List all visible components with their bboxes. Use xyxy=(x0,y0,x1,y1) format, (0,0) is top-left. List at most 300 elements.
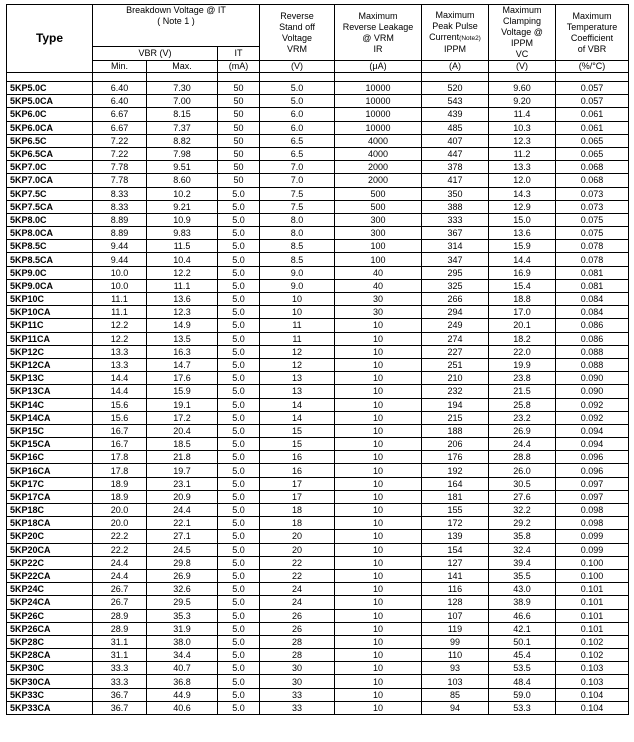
cell-vbr-max: 7.37 xyxy=(147,121,218,134)
table-row xyxy=(7,266,629,279)
cell-vbr-max: 13.5 xyxy=(147,332,218,345)
leak-line1: Maximum xyxy=(358,10,398,21)
table-row xyxy=(7,332,629,345)
cell-ippm: 85 xyxy=(422,688,489,701)
cell-vbr-min: 8.33 xyxy=(93,200,147,213)
cell-type: 5KP20CA xyxy=(7,543,93,556)
cell-vbr-min: 11.1 xyxy=(93,293,147,306)
cell-ippm: 232 xyxy=(422,385,489,398)
cell-ir: 10 xyxy=(335,543,422,556)
cell-it: 5.0 xyxy=(218,569,260,582)
cell-vc: 11.2 xyxy=(489,147,556,160)
cell-type: 5KP16C xyxy=(7,451,93,464)
cell-vc: 16.9 xyxy=(489,266,556,279)
cell-vbr-max: 17.2 xyxy=(147,411,218,424)
cell-vc: 18.8 xyxy=(489,293,556,306)
cell-vbr-min: 20.0 xyxy=(93,504,147,517)
table-row xyxy=(7,556,629,569)
cell-vbr-max: 14.9 xyxy=(147,319,218,332)
cell-type: 5KP8.5C xyxy=(7,240,93,253)
cell-ippm: 347 xyxy=(422,253,489,266)
cell-vbr-max: 12.2 xyxy=(147,266,218,279)
cell-ippm: 417 xyxy=(422,174,489,187)
cell-vc: 38.9 xyxy=(489,596,556,609)
cell-vc: 20.1 xyxy=(489,319,556,332)
cell-ir: 10 xyxy=(335,345,422,358)
cell-temp-coeff: 0.081 xyxy=(556,266,629,279)
clamp-line3: Voltage @ IPPM xyxy=(501,27,543,48)
standoff-line3: Voltage xyxy=(282,32,313,43)
cell-temp-coeff: 0.099 xyxy=(556,543,629,556)
cell-vc: 26.9 xyxy=(489,424,556,437)
cell-it: 5.0 xyxy=(218,662,260,675)
cell-vbr-min: 33.3 xyxy=(93,675,147,688)
peak-note: (Note2) xyxy=(459,35,481,42)
cell-it: 50 xyxy=(218,174,260,187)
cell-ippm: 172 xyxy=(422,517,489,530)
cell-vbr-max: 24.4 xyxy=(147,504,218,517)
cell-ir: 30 xyxy=(335,293,422,306)
cell-ippm: 210 xyxy=(422,372,489,385)
cell-type: 5KP18C xyxy=(7,504,93,517)
cell-it: 50 xyxy=(218,108,260,121)
cell-ippm: 103 xyxy=(422,675,489,688)
cell-type: 5KP17CA xyxy=(7,490,93,503)
cell-ippm: 116 xyxy=(422,583,489,596)
breakdown-note: ( Note 1 ) xyxy=(157,16,195,26)
cell-ir: 10 xyxy=(335,530,422,543)
leak-unit: (μA) xyxy=(335,61,422,73)
cell-it: 5.0 xyxy=(218,372,260,385)
cell-ir: 10 xyxy=(335,662,422,675)
cell-type: 5KP6.0CA xyxy=(7,121,93,134)
cell-ippm: 314 xyxy=(422,240,489,253)
cell-vbr-min: 26.7 xyxy=(93,596,147,609)
cell-ir: 10 xyxy=(335,319,422,332)
cell-vrm: 6.5 xyxy=(260,147,335,160)
cell-vbr-min: 24.4 xyxy=(93,556,147,569)
cell-ippm: 155 xyxy=(422,504,489,517)
cell-vbr-max: 20.9 xyxy=(147,490,218,503)
cell-it: 5.0 xyxy=(218,306,260,319)
table-header xyxy=(7,5,629,82)
cell-vbr-min: 14.4 xyxy=(93,372,147,385)
reverse-leakage-header xyxy=(335,5,422,61)
table-row xyxy=(7,424,629,437)
cell-vbr-min: 12.2 xyxy=(93,319,147,332)
table-row xyxy=(7,306,629,319)
cell-type: 5KP14C xyxy=(7,398,93,411)
cell-temp-coeff: 0.104 xyxy=(556,688,629,701)
cell-vbr-min: 6.67 xyxy=(93,121,147,134)
cell-it: 5.0 xyxy=(218,688,260,701)
cell-type: 5KP7.5CA xyxy=(7,200,93,213)
cell-it: 50 xyxy=(218,147,260,160)
cell-vc: 12.3 xyxy=(489,134,556,147)
cell-type: 5KP12CA xyxy=(7,358,93,371)
table-row xyxy=(7,583,629,596)
cell-vrm: 5.0 xyxy=(260,95,335,108)
cell-vrm: 24 xyxy=(260,596,335,609)
cell-vrm: 14 xyxy=(260,411,335,424)
cell-vbr-max: 22.1 xyxy=(147,517,218,530)
cell-ippm: 251 xyxy=(422,358,489,371)
cell-vbr-max: 27.1 xyxy=(147,530,218,543)
cell-ippm: 188 xyxy=(422,424,489,437)
cell-ir: 10 xyxy=(335,569,422,582)
cell-vbr-min: 17.8 xyxy=(93,451,147,464)
cell-it: 5.0 xyxy=(218,253,260,266)
cell-it: 5.0 xyxy=(218,477,260,490)
cell-vc: 42.1 xyxy=(489,622,556,635)
cell-temp-coeff: 0.092 xyxy=(556,398,629,411)
cell-temp-coeff: 0.090 xyxy=(556,385,629,398)
table-row xyxy=(7,147,629,160)
cell-vc: 14.4 xyxy=(489,253,556,266)
cell-vrm: 28 xyxy=(260,649,335,662)
cell-ir: 10 xyxy=(335,451,422,464)
cell-it: 5.0 xyxy=(218,556,260,569)
standoff-unit: (V) xyxy=(260,61,335,73)
cell-temp-coeff: 0.068 xyxy=(556,174,629,187)
cell-temp-coeff: 0.061 xyxy=(556,108,629,121)
cell-vbr-min: 17.8 xyxy=(93,464,147,477)
cell-vc: 15.4 xyxy=(489,279,556,292)
cell-ir: 10000 xyxy=(335,95,422,108)
it-unit: (mA) xyxy=(218,61,260,73)
cell-ippm: 249 xyxy=(422,319,489,332)
table-row xyxy=(7,134,629,147)
cell-vc: 25.8 xyxy=(489,398,556,411)
cell-type: 5KP22C xyxy=(7,556,93,569)
table-row xyxy=(7,398,629,411)
cell-vbr-max: 29.5 xyxy=(147,596,218,609)
cell-vbr-max: 8.82 xyxy=(147,134,218,147)
peak-line3: Current xyxy=(429,32,460,42)
cell-ippm: 107 xyxy=(422,609,489,622)
cell-it: 5.0 xyxy=(218,438,260,451)
cell-vc: 32.2 xyxy=(489,504,556,517)
cell-type: 5KP33C xyxy=(7,688,93,701)
cell-ippm: 325 xyxy=(422,279,489,292)
vbr-header: VBR (V) xyxy=(93,47,218,61)
cell-vc: 46.6 xyxy=(489,609,556,622)
cell-ippm: 543 xyxy=(422,95,489,108)
temp-line3: Coefficient xyxy=(570,32,614,43)
cell-temp-coeff: 0.102 xyxy=(556,649,629,662)
cell-it: 5.0 xyxy=(218,635,260,648)
cell-ir: 10 xyxy=(335,556,422,569)
cell-vbr-max: 11.1 xyxy=(147,279,218,292)
cell-type: 5KP11CA xyxy=(7,332,93,345)
cell-vrm: 30 xyxy=(260,662,335,675)
temp-line4: of VBR xyxy=(577,43,607,54)
cell-ir: 10 xyxy=(335,398,422,411)
cell-temp-coeff: 0.100 xyxy=(556,556,629,569)
standoff-symbol: VRM xyxy=(287,43,308,54)
cell-it: 5.0 xyxy=(218,517,260,530)
cell-vbr-min: 12.2 xyxy=(93,332,147,345)
cell-ir: 10 xyxy=(335,424,422,437)
cell-vc: 29.2 xyxy=(489,517,556,530)
cell-type: 5KP13CA xyxy=(7,385,93,398)
cell-temp-coeff: 0.086 xyxy=(556,319,629,332)
cell-ir: 10 xyxy=(335,332,422,345)
table-row xyxy=(7,385,629,398)
cell-temp-coeff: 0.084 xyxy=(556,306,629,319)
spec-sheet xyxy=(6,4,628,715)
cell-ippm: 439 xyxy=(422,108,489,121)
cell-vc: 50.1 xyxy=(489,635,556,648)
cell-ir: 40 xyxy=(335,279,422,292)
cell-vc: 28.8 xyxy=(489,451,556,464)
cell-vc: 24.4 xyxy=(489,438,556,451)
cell-type: 5KP12C xyxy=(7,345,93,358)
cell-type: 5KP8.0C xyxy=(7,213,93,226)
cell-temp-coeff: 0.088 xyxy=(556,345,629,358)
cell-vbr-max: 24.5 xyxy=(147,543,218,556)
cell-vrm: 12 xyxy=(260,345,335,358)
cell-vbr-max: 7.00 xyxy=(147,95,218,108)
cell-ir: 10 xyxy=(335,438,422,451)
cell-vbr-max: 10.4 xyxy=(147,253,218,266)
cell-ir: 500 xyxy=(335,187,422,200)
cell-vc: 27.6 xyxy=(489,490,556,503)
cell-type: 5KP6.0C xyxy=(7,108,93,121)
cell-vbr-min: 16.7 xyxy=(93,438,147,451)
cell-ir: 10 xyxy=(335,635,422,648)
cell-vc: 23.8 xyxy=(489,372,556,385)
table-row xyxy=(7,569,629,582)
cell-vbr-min: 18.9 xyxy=(93,477,147,490)
table-row xyxy=(7,358,629,371)
cell-vc: 13.3 xyxy=(489,161,556,174)
standoff-line2: Stand off xyxy=(279,21,315,32)
cell-ippm: 367 xyxy=(422,227,489,240)
cell-ippm: 333 xyxy=(422,213,489,226)
cell-vbr-min: 7.78 xyxy=(93,161,147,174)
cell-vrm: 33 xyxy=(260,688,335,701)
cell-temp-coeff: 0.078 xyxy=(556,240,629,253)
cell-vrm: 7.5 xyxy=(260,187,335,200)
peak-unit: (A) xyxy=(422,61,489,73)
cell-temp-coeff: 0.088 xyxy=(556,358,629,371)
temp-line2: Temperature xyxy=(566,21,618,32)
table-row xyxy=(7,701,629,714)
cell-vbr-max: 11.5 xyxy=(147,240,218,253)
cell-temp-coeff: 0.057 xyxy=(556,95,629,108)
cell-vbr-min: 24.4 xyxy=(93,569,147,582)
table-row xyxy=(7,609,629,622)
cell-vc: 53.3 xyxy=(489,701,556,714)
cell-ippm: 176 xyxy=(422,451,489,464)
table-row xyxy=(7,108,629,121)
cell-it: 5.0 xyxy=(218,319,260,332)
cell-it: 5.0 xyxy=(218,398,260,411)
cell-type: 5KP7.0CA xyxy=(7,174,93,187)
cell-vbr-max: 15.9 xyxy=(147,385,218,398)
cell-temp-coeff: 0.094 xyxy=(556,424,629,437)
type-header: Type xyxy=(7,5,93,73)
cell-vbr-min: 8.89 xyxy=(93,227,147,240)
table-row xyxy=(7,121,629,134)
cell-type: 5KP26CA xyxy=(7,622,93,635)
cell-vbr-max: 13.6 xyxy=(147,293,218,306)
cell-vbr-max: 9.21 xyxy=(147,200,218,213)
cell-vrm: 33 xyxy=(260,701,335,714)
cell-temp-coeff: 0.061 xyxy=(556,121,629,134)
cell-vbr-min: 8.89 xyxy=(93,213,147,226)
cell-it: 5.0 xyxy=(218,543,260,556)
clamp-line2: Clamping xyxy=(503,16,542,26)
cell-vc: 53.5 xyxy=(489,662,556,675)
cell-vbr-max: 40.6 xyxy=(147,701,218,714)
cell-it: 5.0 xyxy=(218,266,260,279)
table-row xyxy=(7,635,629,648)
cell-vrm: 15 xyxy=(260,438,335,451)
table-row xyxy=(7,649,629,662)
cell-vbr-min: 22.2 xyxy=(93,543,147,556)
table-row xyxy=(7,293,629,306)
cell-ippm: 215 xyxy=(422,411,489,424)
cell-vbr-max: 8.60 xyxy=(147,174,218,187)
cell-ippm: 447 xyxy=(422,147,489,160)
clamp-symbol: VC xyxy=(515,49,529,59)
cell-ir: 4000 xyxy=(335,134,422,147)
cell-temp-coeff: 0.097 xyxy=(556,477,629,490)
clamp-line1: Maximum xyxy=(502,5,542,15)
cell-vbr-min: 26.7 xyxy=(93,583,147,596)
temp-line1: Maximum xyxy=(572,10,612,21)
cell-temp-coeff: 0.073 xyxy=(556,200,629,213)
cell-vbr-max: 10.2 xyxy=(147,187,218,200)
cell-vbr-min: 33.3 xyxy=(93,662,147,675)
cell-vbr-min: 28.9 xyxy=(93,609,147,622)
cell-ippm: 139 xyxy=(422,530,489,543)
cell-it: 5.0 xyxy=(218,293,260,306)
cell-it: 5.0 xyxy=(218,609,260,622)
cell-temp-coeff: 0.081 xyxy=(556,279,629,292)
table-row xyxy=(7,438,629,451)
cell-ippm: 127 xyxy=(422,556,489,569)
cell-temp-coeff: 0.098 xyxy=(556,504,629,517)
cell-it: 50 xyxy=(218,121,260,134)
peak-pulse-current-header xyxy=(422,5,489,61)
table-row xyxy=(7,411,629,424)
cell-vrm: 11 xyxy=(260,319,335,332)
cell-temp-coeff: 0.097 xyxy=(556,490,629,503)
cell-ippm: 206 xyxy=(422,438,489,451)
cell-vrm: 18 xyxy=(260,517,335,530)
cell-it: 5.0 xyxy=(218,424,260,437)
cell-vrm: 30 xyxy=(260,675,335,688)
cell-it: 5.0 xyxy=(218,464,260,477)
cell-vrm: 9.0 xyxy=(260,266,335,279)
cell-vrm: 28 xyxy=(260,635,335,648)
cell-vbr-min: 16.7 xyxy=(93,424,147,437)
cell-type: 5KP7.0C xyxy=(7,161,93,174)
table-row xyxy=(7,464,629,477)
cell-vbr-min: 7.78 xyxy=(93,174,147,187)
cell-ir: 10 xyxy=(335,675,422,688)
cell-it: 5.0 xyxy=(218,622,260,635)
cell-temp-coeff: 0.101 xyxy=(556,583,629,596)
cell-ir: 2000 xyxy=(335,161,422,174)
table-row xyxy=(7,227,629,240)
cell-type: 5KP11C xyxy=(7,319,93,332)
cell-type: 5KP13C xyxy=(7,372,93,385)
cell-it: 5.0 xyxy=(218,385,260,398)
cell-type: 5KP6.5C xyxy=(7,134,93,147)
cell-it: 50 xyxy=(218,161,260,174)
cell-vbr-min: 8.33 xyxy=(93,187,147,200)
cell-vbr-min: 14.4 xyxy=(93,385,147,398)
cell-vbr-min: 36.7 xyxy=(93,688,147,701)
cell-vbr-min: 15.6 xyxy=(93,398,147,411)
cell-vc: 30.5 xyxy=(489,477,556,490)
cell-vrm: 17 xyxy=(260,477,335,490)
cell-vrm: 6.0 xyxy=(260,121,335,134)
cell-vbr-max: 32.6 xyxy=(147,583,218,596)
peak-symbol: IPPM xyxy=(444,44,467,54)
cell-type: 5KP10CA xyxy=(7,306,93,319)
cell-temp-coeff: 0.098 xyxy=(556,517,629,530)
cell-vc: 14.3 xyxy=(489,187,556,200)
table-row xyxy=(7,675,629,688)
cell-ir: 10 xyxy=(335,609,422,622)
cell-type: 5KP8.5CA xyxy=(7,253,93,266)
cell-type: 5KP22CA xyxy=(7,569,93,582)
cell-type: 5KP10C xyxy=(7,293,93,306)
cell-ippm: 164 xyxy=(422,477,489,490)
leak-symbol: IR xyxy=(373,43,383,54)
cell-ippm: 93 xyxy=(422,662,489,675)
cell-vbr-max: 23.1 xyxy=(147,477,218,490)
cell-type: 5KP18CA xyxy=(7,517,93,530)
cell-vbr-min: 13.3 xyxy=(93,345,147,358)
cell-it: 5.0 xyxy=(218,596,260,609)
electrical-characteristics-table xyxy=(6,4,629,715)
cell-temp-coeff: 0.094 xyxy=(556,438,629,451)
cell-vbr-min: 28.9 xyxy=(93,622,147,635)
cell-ippm: 266 xyxy=(422,293,489,306)
table-row xyxy=(7,688,629,701)
cell-vbr-min: 10.0 xyxy=(93,266,147,279)
cell-vbr-max: 18.5 xyxy=(147,438,218,451)
cell-vc: 11.4 xyxy=(489,108,556,121)
table-row xyxy=(7,200,629,213)
cell-vrm: 15 xyxy=(260,424,335,437)
cell-vbr-max: 12.3 xyxy=(147,306,218,319)
table-row xyxy=(7,174,629,187)
cell-temp-coeff: 0.096 xyxy=(556,464,629,477)
cell-vbr-max: 36.8 xyxy=(147,675,218,688)
table-row xyxy=(7,319,629,332)
cell-vrm: 18 xyxy=(260,504,335,517)
cell-vc: 32.4 xyxy=(489,543,556,556)
table-row xyxy=(7,345,629,358)
cell-type: 5KP30C xyxy=(7,662,93,675)
cell-ir: 100 xyxy=(335,253,422,266)
breakdown-it: IT xyxy=(217,5,226,15)
cell-temp-coeff: 0.078 xyxy=(556,253,629,266)
cell-ippm: 181 xyxy=(422,490,489,503)
cell-ir: 30 xyxy=(335,306,422,319)
cell-ippm: 485 xyxy=(422,121,489,134)
cell-vrm: 22 xyxy=(260,556,335,569)
cell-ir: 10 xyxy=(335,649,422,662)
cell-type: 5KP15C xyxy=(7,424,93,437)
